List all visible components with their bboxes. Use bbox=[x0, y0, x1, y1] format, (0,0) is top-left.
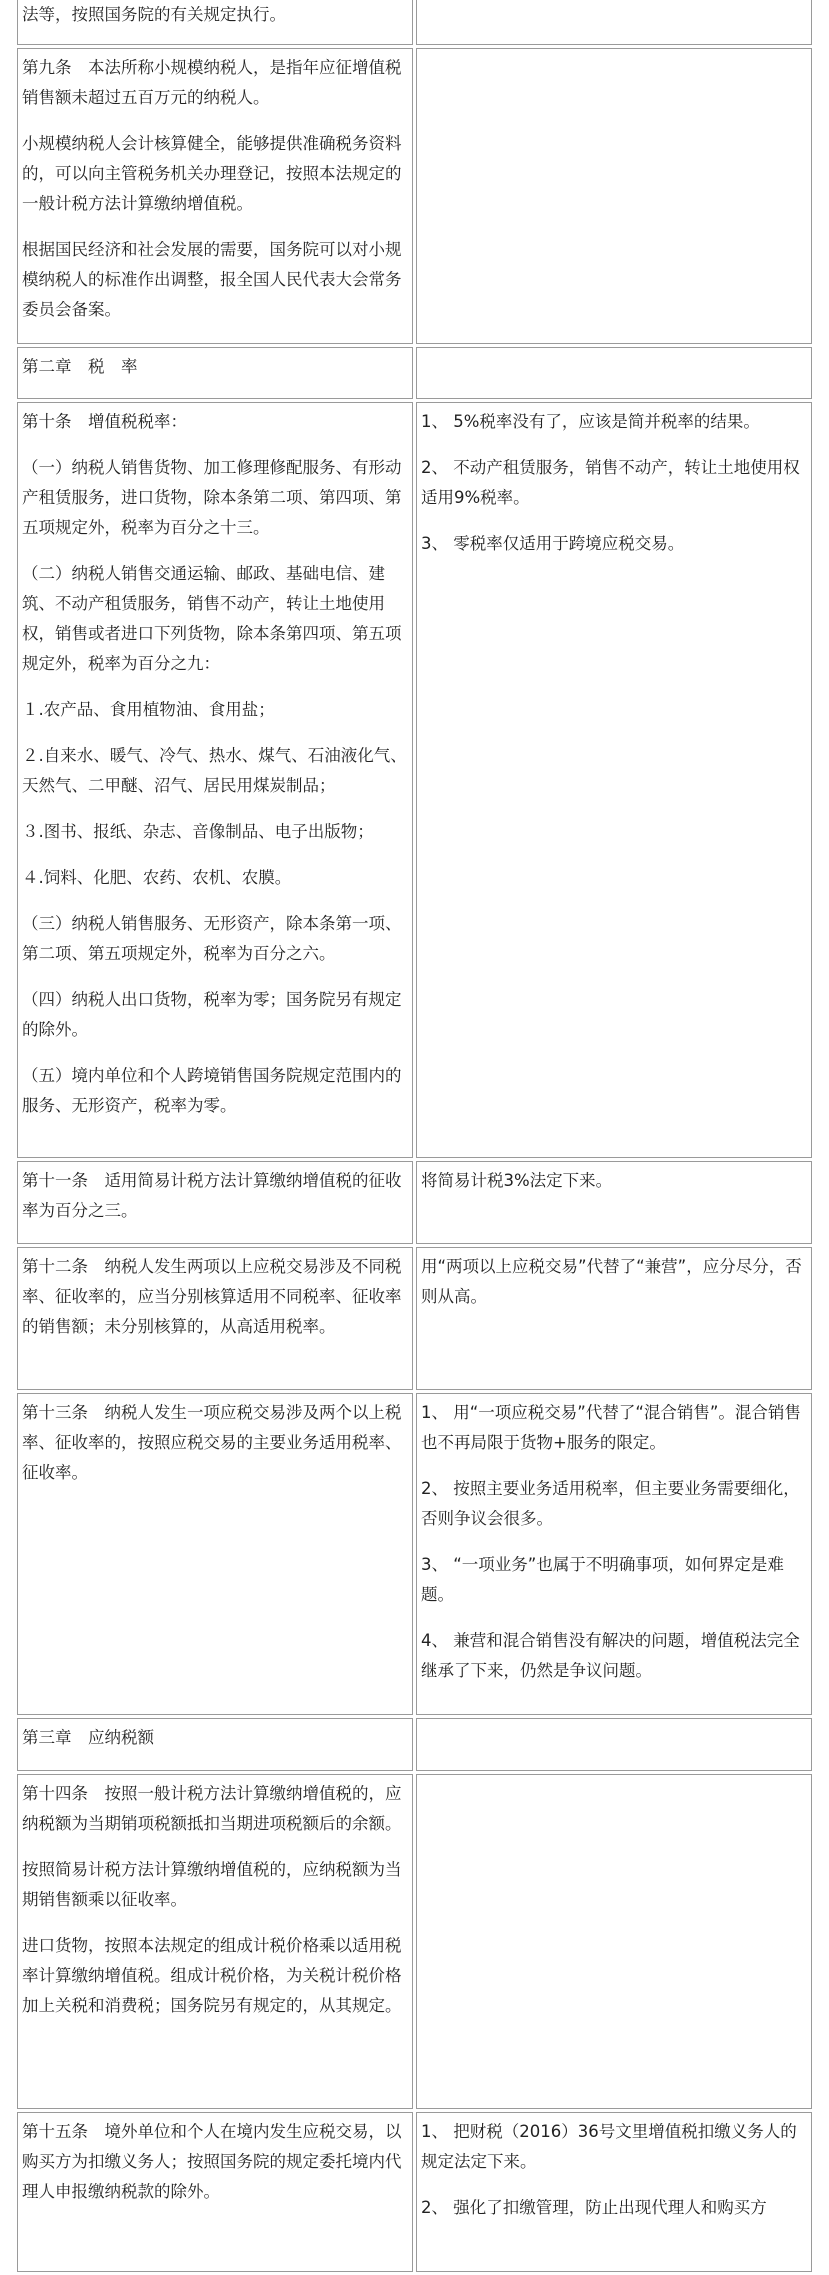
commentary-cell bbox=[416, 2112, 812, 2272]
table-row bbox=[17, 1247, 812, 1390]
table-row bbox=[17, 347, 812, 399]
law-text-cell bbox=[17, 347, 413, 399]
commentary-cell bbox=[416, 402, 812, 1158]
law-paragraph: 第九条 本法所称小规模纳税人，是指年应征增值税销售额未超过五百万元的纳税人。 bbox=[22, 58, 402, 107]
law-text-cell bbox=[17, 1393, 413, 1715]
table-row bbox=[17, 0, 812, 45]
table-row bbox=[17, 1161, 812, 1244]
law-paragraph: 第十一条 适用简易计税方法计算缴纳增值税的征收率为百分之三。 bbox=[22, 1171, 402, 1220]
law-text-cell bbox=[17, 1161, 413, 1244]
law-paragraph: 第十四条 按照一般计税方法计算缴纳增值税的，应纳税额为当期销项税额抵扣当期进项税额后的余额。 bbox=[22, 1784, 402, 1833]
commentary-paragraph: 用“两项以上应税交易”代替了“兼营”，应分尽分，否则从高。 bbox=[421, 1257, 802, 1306]
commentary-paragraph: 1、 用“一项应税交易”代替了“混合销售”。混合销售也不再局限于货物+服务的限定。 bbox=[421, 1403, 801, 1452]
commentary-cell bbox=[416, 0, 812, 45]
commentary-paragraph: 1、 把财税（2016）36号文里增值税扣缴义务人的规定法定下来。 bbox=[421, 2122, 797, 2171]
commentary-cell bbox=[416, 48, 812, 344]
table-row bbox=[17, 1718, 812, 1771]
law-text-cell bbox=[17, 402, 413, 1158]
commentary-paragraph: 2、 不动产租赁服务，销售不动产，转让土地使用权适用9%税率。 bbox=[421, 458, 800, 507]
table-row bbox=[17, 402, 812, 1158]
law-paragraph: 第十五条 境外单位和个人在境内发生应税交易，以购买方为扣缴义务人；按照国务院的规定委托境内代理人申报缴纳税款的除外。 bbox=[22, 2122, 402, 2201]
law-paragraph: 按照简易计税方法计算缴纳增值税的，应纳税额为当期销售额乘以征收率。 bbox=[22, 1860, 402, 1909]
commentary-cell bbox=[416, 1774, 812, 2109]
law-paragraph: （三）纳税人销售服务、无形资产，除本条第一项、第二项、第五项规定外，税率为百分之六。 bbox=[22, 914, 402, 963]
commentary-paragraph: 4、 兼营和混合销售没有解决的问题，增值税法完全继承了下来，仍然是争议问题。 bbox=[421, 1631, 800, 1680]
law-text-cell bbox=[17, 1774, 413, 2109]
law-text-cell bbox=[17, 1247, 413, 1390]
law-paragraph: （四）纳税人出口货物，税率为零；国务院另有规定的除外。 bbox=[22, 990, 402, 1039]
commentary-cell bbox=[416, 1718, 812, 1771]
law-paragraph: ２.自来水、暖气、冷气、热水、煤气、石油液化气、天然气、二甲醚、沼气、居民用煤炭制品； bbox=[22, 746, 407, 795]
commentary-cell bbox=[416, 1161, 812, 1244]
law-paragraph: （二）纳税人销售交通运输、邮政、基础电信、建筑、不动产租赁服务，销售不动产，转让土地使用权，销售或者进口下列货物，除本条第四项、第五项规定外，税率为百分之九： bbox=[22, 564, 402, 673]
document-table-container bbox=[14, 0, 814, 2275]
law-paragraph: （五）境内单位和个人跨境销售国务院规定范围内的服务、无形资产，税率为零。 bbox=[22, 1066, 402, 1115]
law-paragraph: 第十条 增值税税率： bbox=[22, 412, 187, 431]
commentary-paragraph: 3、 “一项业务”也属于不明确事项，如何界定是难题。 bbox=[421, 1555, 784, 1604]
commentary-paragraph: 将简易计税3%法定下来。 bbox=[421, 1171, 613, 1190]
law-paragraph: 进口货物，按照本法规定的组成计税价格乘以适用税率计算缴纳增值税。组成计税价格，为关税计税价格加上关税和消费税；国务院另有规定的，从其规定。 bbox=[22, 1936, 402, 2015]
commentary-paragraph: 1、 5%税率没有了，应该是简并税率的结果。 bbox=[421, 412, 760, 431]
law-text-cell bbox=[17, 0, 413, 45]
law-text-cell bbox=[17, 1718, 413, 1771]
table-body bbox=[17, 0, 812, 2272]
law-paragraph: ３.图书、报纸、杂志、音像制品、电子出版物； bbox=[22, 822, 374, 841]
table-row bbox=[17, 1774, 812, 2109]
table-row bbox=[17, 1393, 812, 1715]
commentary-cell bbox=[416, 1393, 812, 1715]
commentary-cell bbox=[416, 1247, 812, 1390]
law-paragraph: 第二章 税 率 bbox=[22, 357, 138, 376]
law-paragraph: ４.饲料、化肥、农药、农机、农膜。 bbox=[22, 868, 292, 887]
law-text-cell bbox=[17, 2112, 413, 2272]
commentary-paragraph: 2、 按照主要业务适用税率，但主要业务需要细化，否则争议会很多。 bbox=[421, 1479, 800, 1528]
tax-law-comparison-table bbox=[14, 0, 815, 2275]
law-paragraph: １.农产品、食用植物油、食用盐； bbox=[22, 700, 275, 719]
law-text-cell bbox=[17, 48, 413, 344]
commentary-cell bbox=[416, 347, 812, 399]
law-paragraph: 法等，按照国务院的有关规定执行。 bbox=[22, 5, 286, 24]
law-paragraph: 第十二条 纳税人发生两项以上应税交易涉及不同税率、征收率的，应当分别核算适用不同税率、征收率的销售额；未分别核算的，从高适用税率。 bbox=[22, 1257, 402, 1336]
table-row bbox=[17, 2112, 812, 2272]
commentary-paragraph: 3、 零税率仅适用于跨境应税交易。 bbox=[421, 534, 685, 553]
law-paragraph: 第三章 应纳税额 bbox=[22, 1728, 154, 1747]
commentary-paragraph: 2、 强化了扣缴管理，防止出现代理人和购买方 bbox=[421, 2198, 767, 2217]
law-paragraph: （一）纳税人销售货物、加工修理修配服务、有形动产租赁服务，进口货物，除本条第二项、第四项、第五项规定外，税率为百分之十三。 bbox=[22, 458, 402, 537]
law-paragraph: 小规模纳税人会计核算健全，能够提供准确税务资料的，可以向主管税务机关办理登记，按照本法规定的一般计税方法计算缴纳增值税。 bbox=[22, 134, 402, 213]
law-paragraph: 根据国民经济和社会发展的需要，国务院可以对小规模纳税人的标准作出调整，报全国人民代表大会常务委员会备案。 bbox=[22, 240, 402, 319]
table-row bbox=[17, 48, 812, 344]
law-paragraph: 第十三条 纳税人发生一项应税交易涉及两个以上税率、征收率的，按照应税交易的主要业务适用税率、征收率。 bbox=[22, 1403, 402, 1482]
